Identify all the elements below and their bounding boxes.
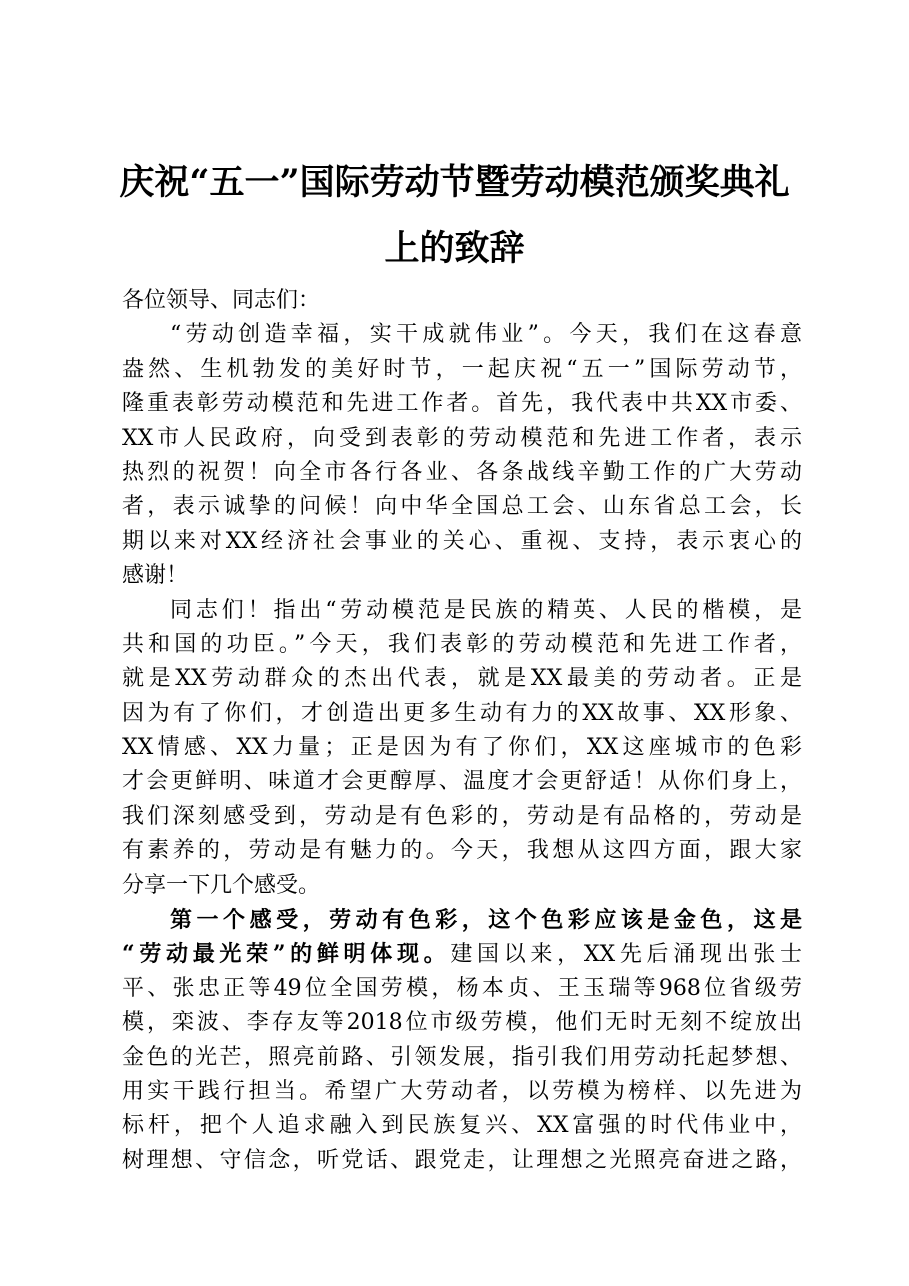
paragraph-bold-phrase: “劳动最光荣”的鲜明体现。 <box>122 941 451 968</box>
paragraph-bold-line: 第一个感受，劳动有色彩，这个色彩应该是金色，这是 <box>170 907 802 934</box>
paragraph-line: 共和国的功臣。”今天，我们表彰的劳动模范和先进工作者， <box>122 631 802 657</box>
paragraph-line: 隆重表彰劳动模范和先进工作者。首先，我代表中共XX市委、 <box>122 391 802 417</box>
paragraph-line: 我们深刻感受到，劳动是有色彩的，劳动是有品格的，劳动是 <box>122 803 802 829</box>
paragraph-line-rest: 建国以来，XX先后涌现出张士 <box>450 942 802 968</box>
paragraph-line: XX情感、XX力量；正是因为有了你们，XX这座城市的色彩 <box>122 735 802 761</box>
paragraph-line: “劳动创造幸福，实干成就伟业”。今天，我们在这春意 <box>170 322 802 348</box>
paragraph-2 <box>122 594 802 904</box>
paragraph-line: 热烈的祝贺！向全市各行各业、各条战线辛勤工作的广大劳动 <box>122 459 802 485</box>
document-title-line-2: 上的致辞 <box>384 228 525 269</box>
paragraph-line: 同志们！指出“劳动模范是民族的精英、人民的楷模，是 <box>170 597 802 623</box>
paragraph-line: 因为有了你们，才创造出更多生动有力的XX故事、XX形象、 <box>122 700 802 726</box>
salutation: 各位领导、同志们： <box>122 288 321 313</box>
paragraph-3 <box>122 903 802 1178</box>
document-title-line-1: 庆祝“五一”国际劳动节暨劳动模范颁奖典礼 <box>119 162 790 203</box>
paragraph-line: 树理想、守信念，听党话、跟党走，让理想之光照亮奋进之路， <box>122 1147 802 1173</box>
paragraph-line: 标杆，把个人追求融入到民族复兴、XX富强的时代伟业中， <box>122 1113 802 1139</box>
paragraph-line: 有素养的，劳动是有魅力的。今天，我想从这四方面，跟大家 <box>122 838 802 864</box>
paragraph-line: 平、张忠正等49位全国劳模，杨本贞、王玉瑞等968位省级劳 <box>122 975 802 1001</box>
paragraph-line: XX市人民政府，向受到表彰的劳动模范和先进工作者，表示 <box>122 425 802 451</box>
paragraph-line: 模，栾波、李存友等2018位市级劳模，他们无时无刻不绽放出 <box>122 1010 802 1036</box>
paragraph-line: 金色的光芒，照亮前路、引领发展，指引我们用劳动托起梦想、 <box>122 1044 802 1070</box>
paragraph-line: 就是XX劳动群众的杰出代表，就是XX最美的劳动者。正是 <box>122 666 802 692</box>
paragraph-mixed-line <box>122 937 802 971</box>
paragraph-line: 感谢！ <box>122 563 189 589</box>
paragraph-line: 期以来对XX经济社会事业的关心、重视、支持，表示衷心的 <box>122 528 802 554</box>
paragraph-1 <box>122 318 802 593</box>
paragraph-line: 才会更鲜明、味道才会更醇厚、温度才会更舒适！从你们身上， <box>122 769 802 795</box>
paragraph-line: 者，表示诚挚的问候！向中华全国总工会、山东省总工会，长 <box>122 494 802 520</box>
paragraph-line: 分享一下几个感受。 <box>122 872 321 898</box>
paragraph-line: 用实干践行担当。希望广大劳动者，以劳模为榜样、以先进为 <box>122 1078 802 1104</box>
document-body <box>122 284 802 1178</box>
paragraph-line: 盎然、生机勃发的美好时节，一起庆祝“五一”国际劳动节， <box>122 356 802 382</box>
